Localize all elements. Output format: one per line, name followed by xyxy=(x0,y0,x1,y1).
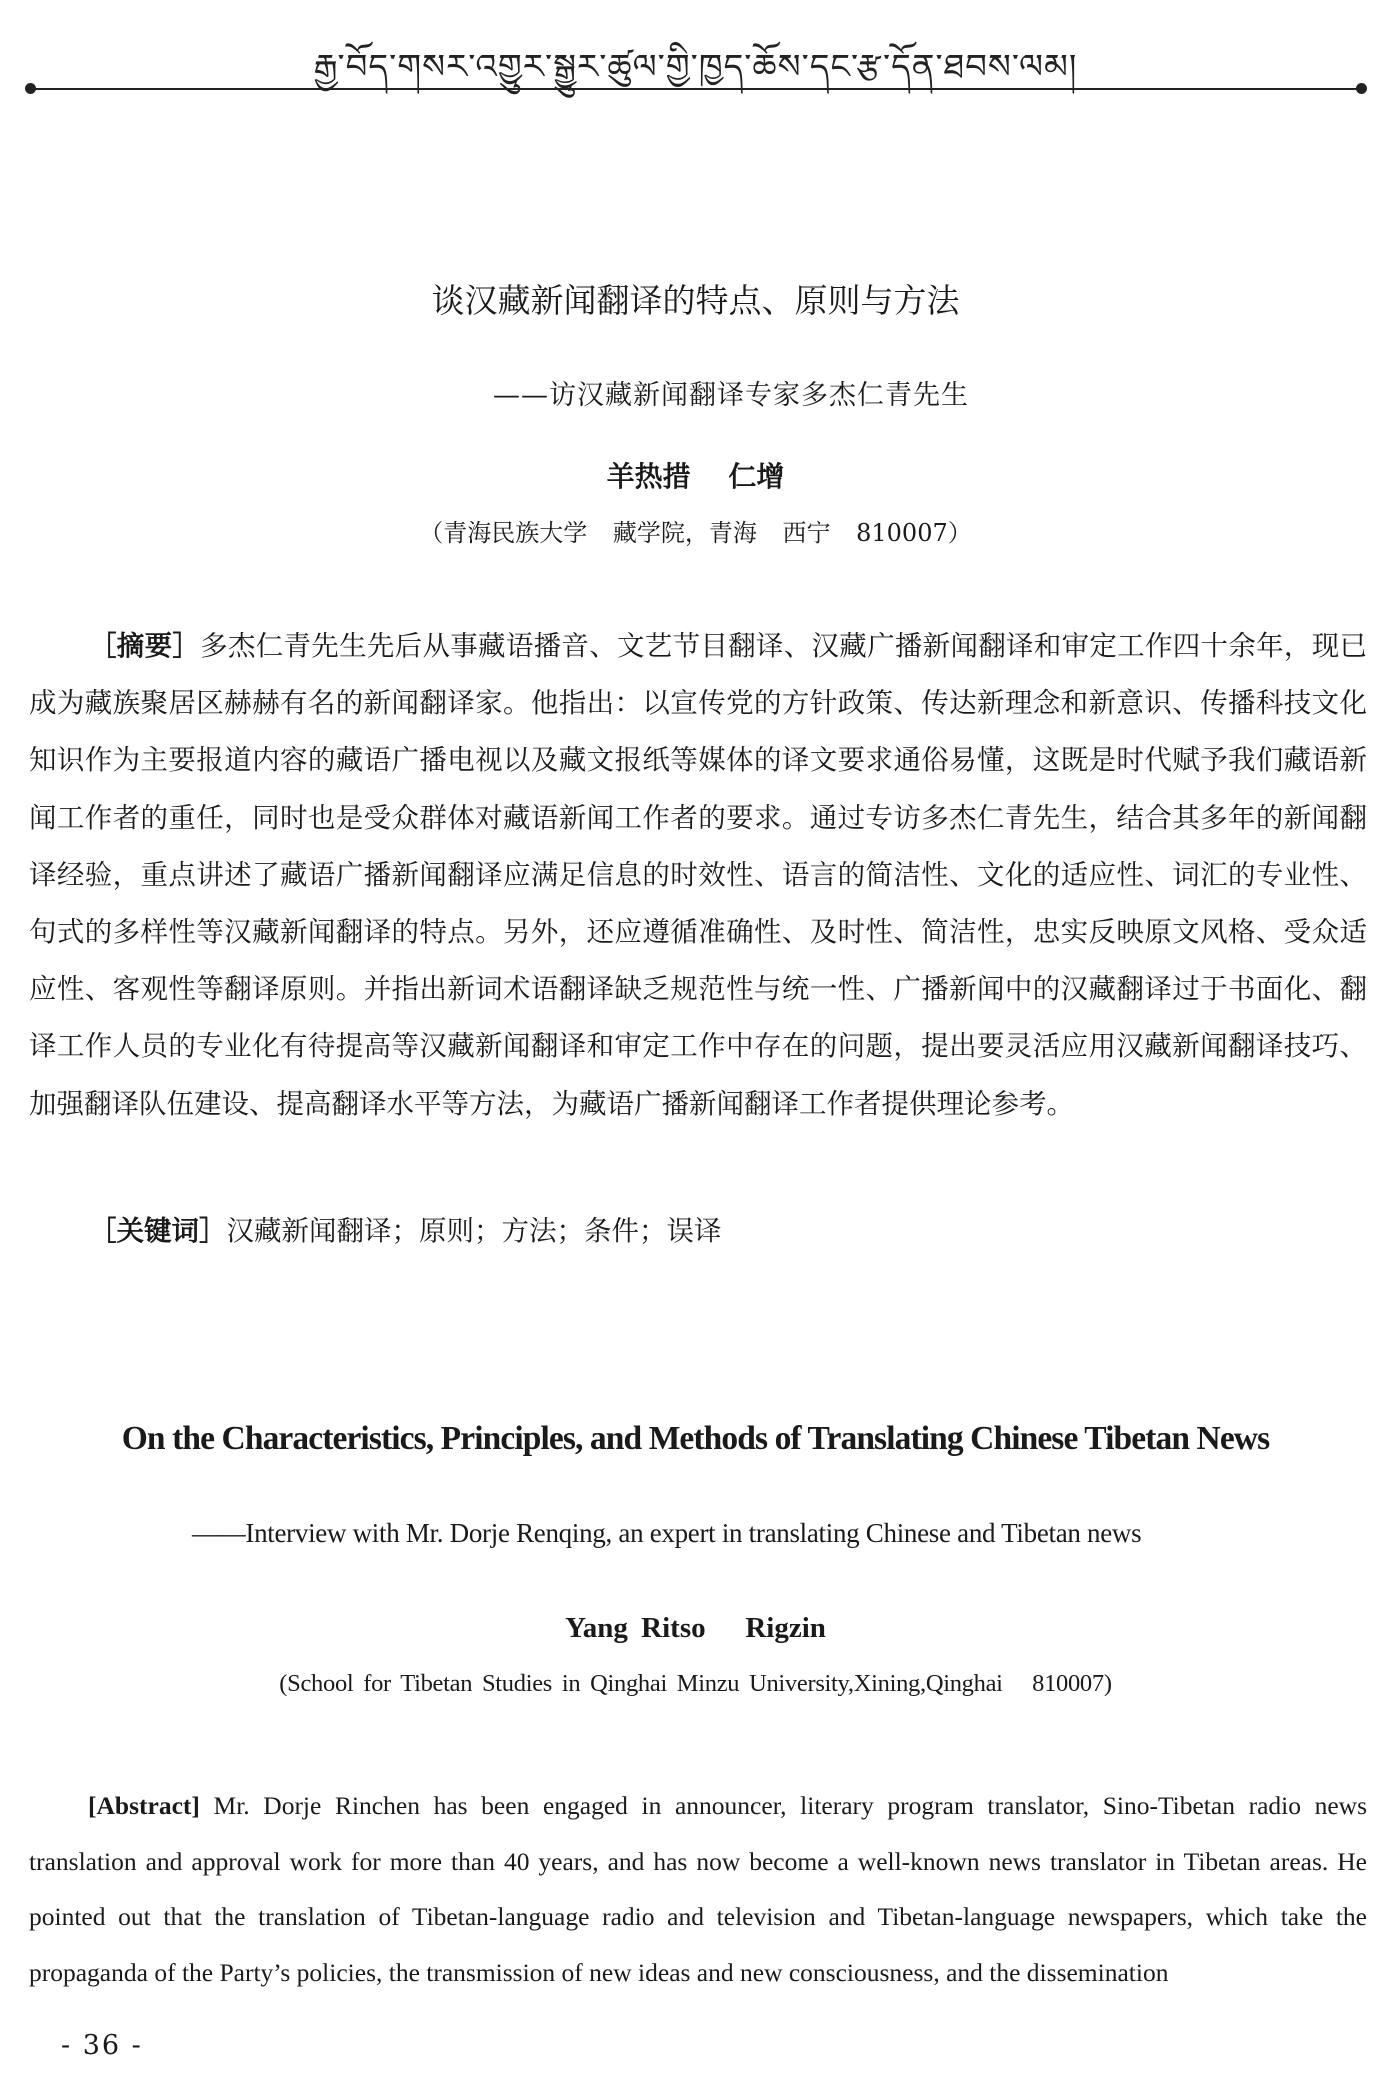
cn-abstract-label: ［摘要］ xyxy=(89,630,201,662)
en-authors: Yang Ritso Rigzin xyxy=(565,1612,826,1644)
en-abstract-text: Mr. Dorje Rinchen has been engaged in announcer, literary program translator, Sino-Tibetan radio news translation and approval work for more than 40 years, and has now become a well-known news translator in Tibetan areas. He pointed out that the translation of Tibetan-language radio and television and Tibetan-language newspapers, which take the propaganda of the Party’s policies, the transmission of new ideas and new consciousness, and the dissemination xyxy=(29,1791,1368,1987)
en-article-subtitle: ——Interview with Mr. Dorje Renqing, an expert in translating Chinese and Tibetan news xyxy=(192,1518,1142,1548)
header-rule xyxy=(29,88,1361,90)
cn-article-title: 谈汉藏新闻翻译的特点、原则与方法 xyxy=(431,281,960,320)
running-head-title: རྒྱ་བོད་གསར་འགྱུར་སྒྱུར་ཚུལ་གྱི་ཁྱད་ཆོས་དང་རྩ་དོན་ཐབས་ལམ། xyxy=(313,47,1078,87)
en-article-title: On the Characteristics, Principles, and Methods of Translating Chinese Tibetan News xyxy=(121,1420,1270,1457)
cn-keywords-label: ［关键词］ xyxy=(89,1215,227,1247)
cn-keywords-text: 汉藏新闻翻译；原则；方法；条件；误译 xyxy=(226,1215,722,1247)
cn-abstract xyxy=(29,618,1367,1133)
cn-authors: 羊热措 仁增 xyxy=(606,460,785,493)
header-rule-right-dot xyxy=(1356,83,1367,94)
header-rule-left-dot xyxy=(25,83,36,94)
cn-article-subtitle: ——访汉藏新闻翻译专家多杰仁青先生 xyxy=(493,380,969,411)
page-number: - 36 - xyxy=(61,2030,143,2061)
en-abstract xyxy=(29,1778,1367,2000)
cn-affiliation: （青海民族大学 藏学院，青海 西宁 810007） xyxy=(419,519,972,547)
en-abstract-label: [Abstract] xyxy=(88,1791,200,1820)
cn-abstract-text: 多杰仁青先生先后从事藏语播音、文艺节目翻译、汉藏广播新闻翻译和审定工作四十余年，现已成为藏族聚居区赫赫有名的新闻翻译家。他指出：以宣传党的方针政策、传达新理念和新意识、传播科技文化知识作为主要报道内容的藏语广播电视以及藏文报纸等媒体的译文要求通俗易懂，这既是时代赋予我们藏语新闻工作者的重任，同时也是受众群体对藏语新闻工作者的要求。通过专访多杰仁青先生，结合其多年的新闻翻译经验，重点讲述了藏语广播新闻翻译应满足信息的时效性、语言的简洁性、文化的适应性、词汇的专业性、句式的多样性等汉藏新闻翻译的特点。另外，还应遵循准确性、及时性、简洁性，忠实反映原文风格、受众适应性、客观性等翻译原则。并指出新词术语翻译缺乏规范性与统一性、广播新闻中的汉藏翻译过于书面化、翻译工作人员的专业化有待提高等汉藏新闻翻译和审定工作中存在的问题，提出要灵活应用汉藏新闻翻译技巧、加强翻译队伍建设、提高翻译水平等方法，为藏语广播新闻翻译工作者提供理论参考。 xyxy=(29,630,1367,1120)
cn-keywords xyxy=(89,1203,722,1260)
en-affiliation: (School for Tibetan Studies in Qinghai Minzu University,Xining,Qinghai 810007) xyxy=(279,1670,1112,1697)
